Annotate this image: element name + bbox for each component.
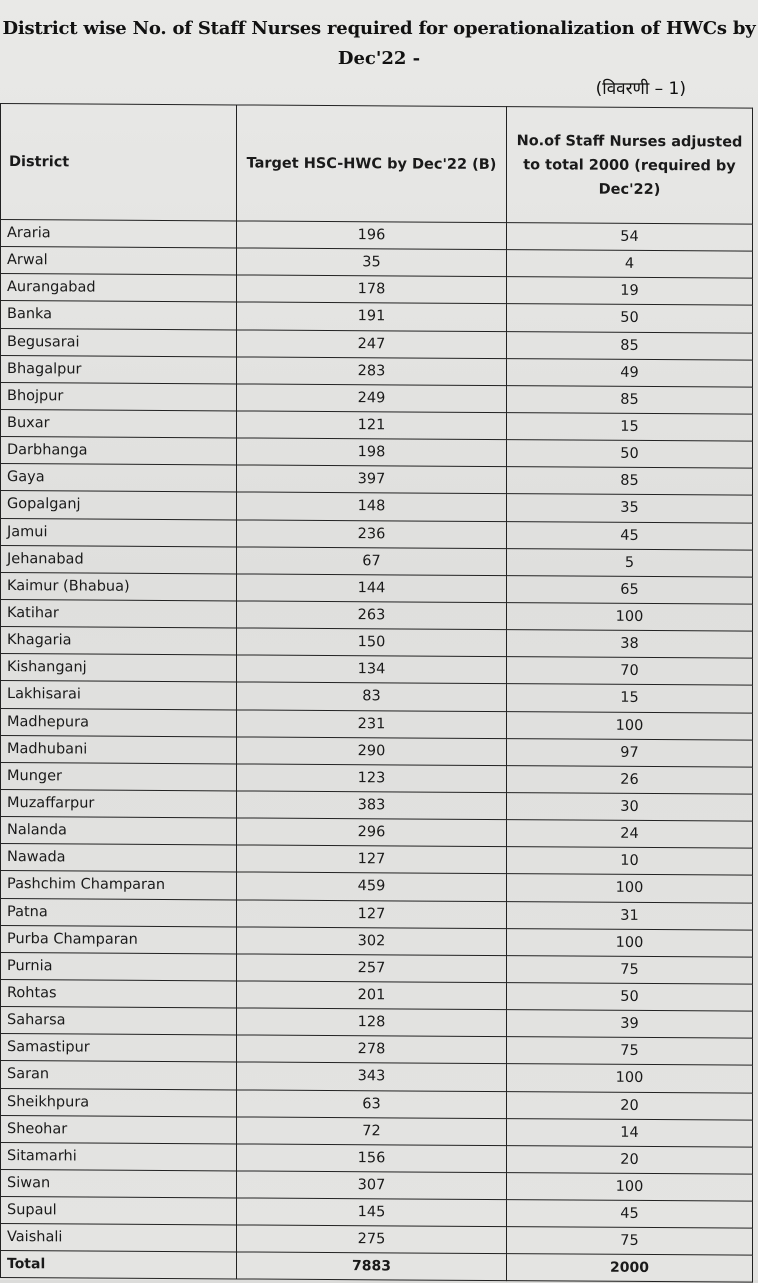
cell-district: Madhubani <box>1 735 237 764</box>
cell-district: Kishanganj <box>1 654 237 683</box>
cell-target: 296 <box>237 818 507 847</box>
cell-target: 67 <box>237 547 507 576</box>
cell-district: Pashchim Champaran <box>1 871 237 900</box>
cell-target: 156 <box>237 1144 507 1173</box>
cell-target: 201 <box>237 981 507 1010</box>
cell-target: 236 <box>237 519 507 548</box>
cell-district: Lakhisarai <box>1 681 237 710</box>
cell-target: 178 <box>237 275 507 304</box>
total-row <box>1 1251 753 1283</box>
cell-district: Bhagalpur <box>1 355 237 384</box>
cell-district: Sheohar <box>1 1115 237 1144</box>
cell-target: 290 <box>237 737 507 766</box>
cell-district: Vaishali <box>1 1224 237 1253</box>
cell-nurses: 100 <box>507 1064 753 1093</box>
cell-nurses: 5 <box>507 548 753 577</box>
cell-district: Sitamarhi <box>1 1142 237 1171</box>
cell-nurses: 14 <box>507 1118 753 1147</box>
cell-target: 198 <box>237 438 507 467</box>
cell-target: 459 <box>237 872 507 901</box>
cell-district: Muzaffarpur <box>1 789 237 818</box>
cell-target: 63 <box>237 1089 507 1118</box>
cell-district: Aurangabad <box>1 274 237 303</box>
cell-target: 127 <box>237 899 507 928</box>
cell-target: 196 <box>237 221 507 250</box>
cell-nurses: 20 <box>507 1145 753 1174</box>
cell-nurses: 100 <box>507 1173 753 1202</box>
cell-target: 278 <box>237 1035 507 1064</box>
cell-target: 127 <box>237 845 507 874</box>
cell-district: Buxar <box>1 409 237 438</box>
cell-target: 35 <box>237 248 507 277</box>
header-nurses: No.of Staff Nurses adjusted to total 2000 (required by Dec'22) <box>507 107 753 225</box>
cell-nurses: 4 <box>507 250 753 279</box>
table-container <box>0 103 752 1283</box>
cell-nurses: 15 <box>507 684 753 713</box>
title-line-2: Dec'22 - <box>337 48 421 69</box>
cell-nurses: 65 <box>507 575 753 604</box>
cell-target: 148 <box>237 492 507 521</box>
cell-target: 257 <box>237 954 507 983</box>
cell-nurses: 50 <box>507 304 753 333</box>
cell-target: 145 <box>237 1198 507 1227</box>
cell-nurses: 38 <box>507 630 753 659</box>
cell-nurses: 15 <box>507 413 753 442</box>
cell-district: Rohtas <box>1 979 237 1008</box>
cell-nurses: 75 <box>507 1227 753 1256</box>
cell-nurses: 31 <box>507 901 753 930</box>
total-nurses: 2000 <box>507 1254 753 1283</box>
title-line-1: District wise No. of Staff Nurses required for operationalization of HWCs by <box>2 18 756 39</box>
cell-district: Katihar <box>1 599 237 628</box>
header-row <box>1 104 753 225</box>
cell-district: Khagaria <box>1 627 237 656</box>
cell-district: Bhojpur <box>1 382 237 411</box>
cell-district: Saran <box>1 1061 237 1090</box>
cell-district: Patna <box>1 898 237 927</box>
document-title <box>0 14 758 74</box>
cell-nurses: 30 <box>507 793 753 822</box>
cell-nurses: 10 <box>507 847 753 876</box>
cell-target: 383 <box>237 791 507 820</box>
cell-nurses: 54 <box>507 223 753 252</box>
cell-nurses: 50 <box>507 440 753 469</box>
cell-nurses: 45 <box>507 521 753 550</box>
cell-district: Kaimur (Bhabua) <box>1 572 237 601</box>
cell-target: 397 <box>237 465 507 494</box>
cell-district: Munger <box>1 762 237 791</box>
cell-nurses: 70 <box>507 657 753 686</box>
cell-district: Araria <box>1 220 237 249</box>
cell-nurses: 49 <box>507 358 753 387</box>
cell-target: 150 <box>237 628 507 657</box>
cell-nurses: 26 <box>507 765 753 794</box>
cell-nurses: 39 <box>507 1010 753 1039</box>
cell-target: 263 <box>237 601 507 630</box>
cell-target: 123 <box>237 764 507 793</box>
cell-district: Gaya <box>1 464 237 493</box>
cell-nurses: 100 <box>507 874 753 903</box>
cell-district: Madhepura <box>1 708 237 737</box>
cell-district: Purba Champaran <box>1 925 237 954</box>
cell-district: Darbhanga <box>1 437 237 466</box>
cell-district: Nalanda <box>1 817 237 846</box>
cell-nurses: 100 <box>507 603 753 632</box>
total-label: Total <box>1 1251 237 1280</box>
annexure-label: (विवरणी – 1) <box>595 79 686 99</box>
cell-district: Jamui <box>1 518 237 547</box>
cell-nurses: 85 <box>507 467 753 496</box>
cell-district: Nawada <box>1 844 237 873</box>
cell-nurses: 35 <box>507 494 753 523</box>
cell-nurses: 85 <box>507 331 753 360</box>
cell-nurses: 50 <box>507 983 753 1012</box>
cell-target: 83 <box>237 682 507 711</box>
cell-nurses: 24 <box>507 820 753 849</box>
cell-target: 275 <box>237 1225 507 1254</box>
cell-district: Banka <box>1 301 237 330</box>
staff-nurses-table <box>0 103 753 1283</box>
header-district: District <box>1 104 237 221</box>
cell-nurses: 20 <box>507 1091 753 1120</box>
cell-nurses: 97 <box>507 738 753 767</box>
cell-target: 247 <box>237 330 507 359</box>
cell-district: Jehanabad <box>1 545 237 574</box>
cell-district: Supaul <box>1 1197 237 1226</box>
cell-target: 144 <box>237 574 507 603</box>
cell-district: Samastipur <box>1 1034 237 1063</box>
cell-nurses: 75 <box>507 1037 753 1066</box>
cell-district: Sheikhpura <box>1 1088 237 1117</box>
cell-target: 128 <box>237 1008 507 1037</box>
cell-target: 191 <box>237 302 507 331</box>
cell-district: Begusarai <box>1 328 237 357</box>
cell-nurses: 45 <box>507 1200 753 1229</box>
cell-nurses: 85 <box>507 385 753 414</box>
table-body <box>1 220 753 1256</box>
cell-district: Purnia <box>1 952 237 981</box>
cell-district: Gopalganj <box>1 491 237 520</box>
cell-target: 302 <box>237 927 507 956</box>
cell-target: 121 <box>237 411 507 440</box>
total-target: 7883 <box>237 1252 507 1281</box>
header-target: Target HSC-HWC by Dec'22 (B) <box>237 105 507 223</box>
cell-target: 249 <box>237 384 507 413</box>
cell-nurses: 75 <box>507 955 753 984</box>
cell-district: Siwan <box>1 1169 237 1198</box>
cell-nurses: 19 <box>507 277 753 306</box>
cell-target: 72 <box>237 1117 507 1146</box>
cell-target: 307 <box>237 1171 507 1200</box>
cell-target: 134 <box>237 655 507 684</box>
cell-target: 231 <box>237 709 507 738</box>
cell-target: 283 <box>237 357 507 386</box>
cell-nurses: 100 <box>507 928 753 957</box>
cell-district: Saharsa <box>1 1007 237 1036</box>
cell-target: 343 <box>237 1062 507 1091</box>
cell-district: Arwal <box>1 247 237 276</box>
cell-nurses: 100 <box>507 711 753 740</box>
